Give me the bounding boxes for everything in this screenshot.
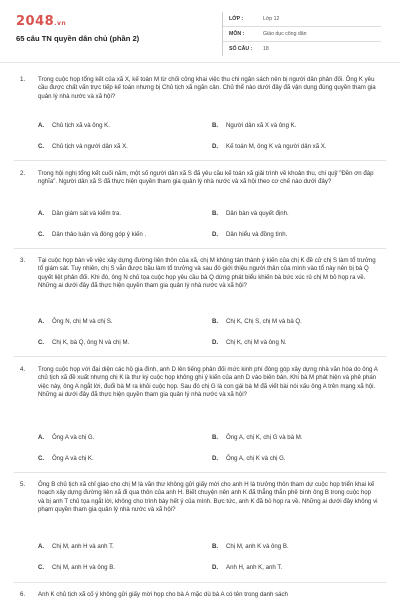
option-text: Kế toán M, ông K và người dân xã X. <box>226 143 327 150</box>
page-title: 65 câu TN quyền dân chủ (phần 2) <box>16 34 140 43</box>
site-logo[interactable] <box>16 14 66 29</box>
question-number: 3. <box>20 257 26 264</box>
option-text: Ông A và chị K. <box>52 455 94 462</box>
option-d[interactable] <box>212 564 282 571</box>
question-divider <box>14 582 386 583</box>
option-text: Dân hiểu và đồng tình. <box>226 231 288 238</box>
meta-value: 18 <box>263 46 269 52</box>
option-text: Ông A, chị K, chị G và bà M. <box>226 434 303 441</box>
option-c[interactable] <box>38 143 128 150</box>
option-a[interactable] <box>38 543 114 550</box>
question-divider <box>14 356 386 357</box>
option-letter: B. <box>212 318 219 325</box>
option-letter: B. <box>212 434 219 441</box>
option-b[interactable] <box>212 543 289 550</box>
option-b[interactable] <box>212 122 296 129</box>
option-text: Dân bàn và quyết định. <box>226 210 289 217</box>
question-number: 2. <box>20 170 26 177</box>
option-letter: D. <box>212 339 219 346</box>
option-letter: A. <box>38 122 45 129</box>
question-text: Tại cuộc họp bàn về việc xây dựng đường liên thôn của xã, chị M không tán thành ý kiến của chị K đề cử chị S làm tổ trưởng tổ giám sát. Tuy nhiên, chị S vẫn được bầu làm tổ trưởng và sau đó giới thiệu người thân của mình vào tổ này nên bị bà Q quyết liệt phản đối. Khi đó, ông N chủ tọa cuộc họp yêu cầu bà Q dừng phát biểu khiến bà bức xúc rủ chị M bỏ họp ra về. Những ai dưới đây đã thực hiện quyền tham gia quản lý nhà nước và xã hội? <box>38 257 376 290</box>
option-b[interactable] <box>212 210 289 217</box>
question-text: Ông B chủ tịch xã chỉ giao cho chị M là văn thư không gửi giấy mời cho anh H là trưởng thôn tham dự cuộc họp triển khai kế hoạch xây dựng đường liên xã đi qua thôn của anh H. Biết chuyện nên anh K đã thẳng thắn phê bình ông B trong cuộc họp và bị anh T chủ tọa ngắt lời, không cho trình bày hết ý của mình. Bực tức, anh K đã bỏ họp ra về. Những ai dưới đây không vi phạm quyền tham gia quản lý nhà nước và xã hội? <box>38 481 378 514</box>
option-letter: C. <box>38 339 45 346</box>
question-text: Trong cuộc họp với đại diện các hộ gia đình, anh D lên tiếng phản đối mức kinh phí đóng góp xây dựng nhà văn hóa do ông A chủ tịch xã đề xuất nhưng chị K là thư ký cuộc họp không ghi ý kiến của anh D vào biên bản. Khi bà M phát hiện và phê phán việc này, ông A ngắt lời, đuổi bà M ra khỏi cuộc họp. Sau đó chị G là con gái bà M đã viết bài nói xấu ông A trên mạng xã hội. Những ai dưới đây đã thực hiện quyền tham gia quản lý nhà nước và xã hội? <box>38 366 378 399</box>
question-number: 5. <box>20 481 26 488</box>
option-letter: D. <box>212 564 219 571</box>
option-text: Chị K, chị M và ông N. <box>226 339 287 346</box>
option-letter: C. <box>38 564 45 571</box>
option-text: Chủ tịch và người dân xã X. <box>52 143 128 150</box>
option-text: Chị M, anh H và anh T. <box>52 543 114 550</box>
option-text: Chị M, anh H và ông B. <box>52 564 115 571</box>
question-divider <box>14 472 386 473</box>
option-letter: D. <box>212 143 219 150</box>
option-a[interactable] <box>38 210 121 217</box>
option-letter: A. <box>38 434 45 441</box>
option-letter: B. <box>212 543 219 550</box>
question-number: 4. <box>20 366 26 373</box>
meta-table <box>222 12 381 56</box>
option-c[interactable] <box>38 339 129 346</box>
option-text: Chủ tịch xã và ông K. <box>52 122 110 129</box>
option-d[interactable] <box>212 143 327 150</box>
logo-suffix: .vn <box>54 20 67 27</box>
option-d[interactable] <box>212 231 287 238</box>
option-letter: D. <box>212 455 219 462</box>
option-b[interactable] <box>212 318 302 325</box>
option-text: Chị K, bà Q, ông N và chị M. <box>52 339 130 346</box>
option-letter: C. <box>38 231 45 238</box>
meta-key: SỐ CÂU : <box>229 46 253 52</box>
meta-row-class <box>223 12 381 27</box>
option-letter: A. <box>38 318 45 325</box>
logo-text: 2048 <box>16 14 55 29</box>
meta-value: Lớp 12 <box>263 16 280 22</box>
question-divider <box>14 160 386 161</box>
option-d[interactable] <box>212 455 286 462</box>
option-text: Ông A và chị G. <box>52 434 95 441</box>
question-text: Anh K chủ tịch xã cố ý không gửi giấy mời họp cho bà A mặc dù bà A có tên trong danh sách <box>38 591 288 598</box>
option-letter: C. <box>38 143 45 150</box>
question-divider <box>14 248 386 249</box>
option-a[interactable] <box>38 318 113 325</box>
option-d[interactable] <box>212 339 287 346</box>
question-number: 6. <box>20 591 26 598</box>
option-letter: B. <box>212 210 219 217</box>
option-b[interactable] <box>212 434 303 441</box>
option-text: Chị K, Chị S, chị M và bà Q. <box>226 318 302 325</box>
option-c[interactable] <box>38 455 94 462</box>
meta-row-subject <box>223 27 381 42</box>
meta-value: Giáo dục công dân <box>263 31 307 37</box>
header-divider <box>0 62 400 63</box>
option-text: Dân giám sát và kiểm tra. <box>52 210 122 217</box>
meta-key: LỚP : <box>229 16 244 22</box>
option-c[interactable] <box>38 564 115 571</box>
option-letter: A. <box>38 543 45 550</box>
question-text: Trong hội nghị tổng kết cuối năm, một số người dân xã S đã yêu cầu kế toán xã giải trình về khoản thu, chi quỹ "Đền ơn đáp nghĩa". Người dân xã S đã thực hiện quyền tham gia quản lý nhà nước và xã hội theo cơ chế nào dưới đây? <box>38 170 374 186</box>
meta-key: MÔN : <box>229 31 245 37</box>
option-letter: A. <box>38 210 45 217</box>
option-a[interactable] <box>38 434 94 441</box>
option-a[interactable] <box>38 122 110 129</box>
option-letter: D. <box>212 231 219 238</box>
option-text: Ông N, chị M và chị S. <box>52 318 113 325</box>
option-text: Chị M, anh K và ông B. <box>226 543 289 550</box>
question-text: Trong cuộc họp tổng kết của xã X, kế toán M từ chối công khai việc thu chi ngân sách nên bị người dân phản đối. Ông K yêu cầu được chất vấn trực tiếp kế toán nhưng bị Chủ tịch xã ngăn cản. Chủ thể nào dưới đây đã vận dụng đúng quyền tham gia quản lý nhà nước và xã hội? <box>38 76 376 100</box>
question-number: 1. <box>20 76 26 83</box>
option-text: Anh H, anh K, anh T. <box>226 564 283 571</box>
option-c[interactable] <box>38 231 146 238</box>
option-letter: C. <box>38 455 45 462</box>
option-text: Ông A, chị K và chị G. <box>226 455 286 462</box>
meta-row-count <box>223 42 381 56</box>
option-letter: B. <box>212 122 219 129</box>
option-text: Dân thảo luận và đóng góp ý kiến . <box>52 231 147 238</box>
option-text: Người dân xã X và ông K. <box>226 122 297 129</box>
